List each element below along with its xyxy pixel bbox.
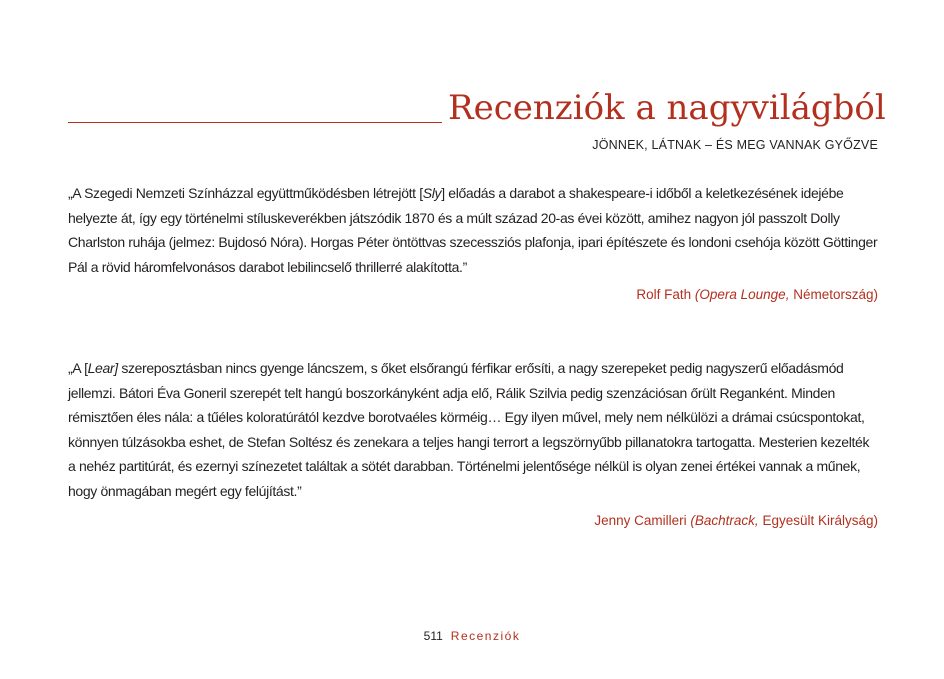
review-attribution-2 [594, 511, 878, 531]
review-text-2-part-a: „A [ [68, 360, 88, 376]
page-number: 511 [423, 629, 443, 643]
review-attribution-1 [636, 285, 878, 305]
review-text-2 [68, 356, 880, 503]
review-author-2: Jenny Camilleri [594, 513, 687, 528]
review-source-2: (Bachtrack, [690, 513, 759, 528]
page-footer [0, 628, 944, 644]
review-country-2: Egyesült Királyság) [762, 513, 878, 528]
footer-section-title: Recenziók [450, 629, 521, 643]
review-quote-2 [68, 356, 880, 503]
review-source-1: (Opera Lounge, [694, 287, 790, 302]
review-text-1-part-b: ] előadás a darabot a shakespeare-i időből a keletkezésének idejébe helyezte át, így egy történelmi stíluskeverékben játszódik 1870 és a múlt század 20-as évei között, amihez nagyon jól passzolt Dolly Charlston ruhája (jelmez: Bujdosó Nóra). Horgas Péter öntöttvas szecessziós plafonja, ipari építészete és londoni csehója között Göttinger Pál a rövid háromfelvonásos darabot lebilincselő thrillerré alakította.” [68, 185, 878, 275]
review-text-1-part-a: „A Szegedi Nemzeti Színházzal együttműködésben létrejött [ [68, 185, 423, 201]
review-text-2-part-b: szereposztásban nincs gyenge láncszem, s őket elsőrangú férfikar erősíti, a nagy szerepeket pedig nagyszerű előadásmód jellemzi. Bátori Éva Goneril szerepét telt hangú boszorkányként adja elő, Rálik Szilvia pedig szenzációsan őrült Reganként. Minden rémisztően éles nála: a tűéles koloratúrától kezdve borotvaéles körméig… Egy ilyen művel, mely nem nélkülözi a drámai csúcspontokat, könnyen túlzásokba eshet, de Stefan Soltész és zenekara a teljes hangi terrort a legszörnyűbb pillanatokra tartogatta. Mesterien kezelték a nehéz partitúrát, és ezernyi színezetet találtak a sötét darabban. Történelmi jelentősége nélkül is olyan zenei értékei vannak a műnek, hogy önmagában megért egy felújítást.” [68, 360, 870, 499]
review-text-2-title: Lear] [87, 360, 118, 376]
review-text-1-title: Sly [422, 185, 442, 201]
review-country-1: Németország) [793, 287, 878, 302]
page-title: Recenziók a nagyvilágból [448, 88, 886, 128]
review-text-1 [68, 181, 880, 279]
review-quote-1 [68, 181, 880, 279]
title-rule [68, 122, 442, 123]
review-author-1: Rolf Fath [636, 287, 692, 302]
page-subtitle: JÖNNEK, LÁTNAK – ÉS MEG VANNAK GYŐZVE [592, 138, 878, 152]
